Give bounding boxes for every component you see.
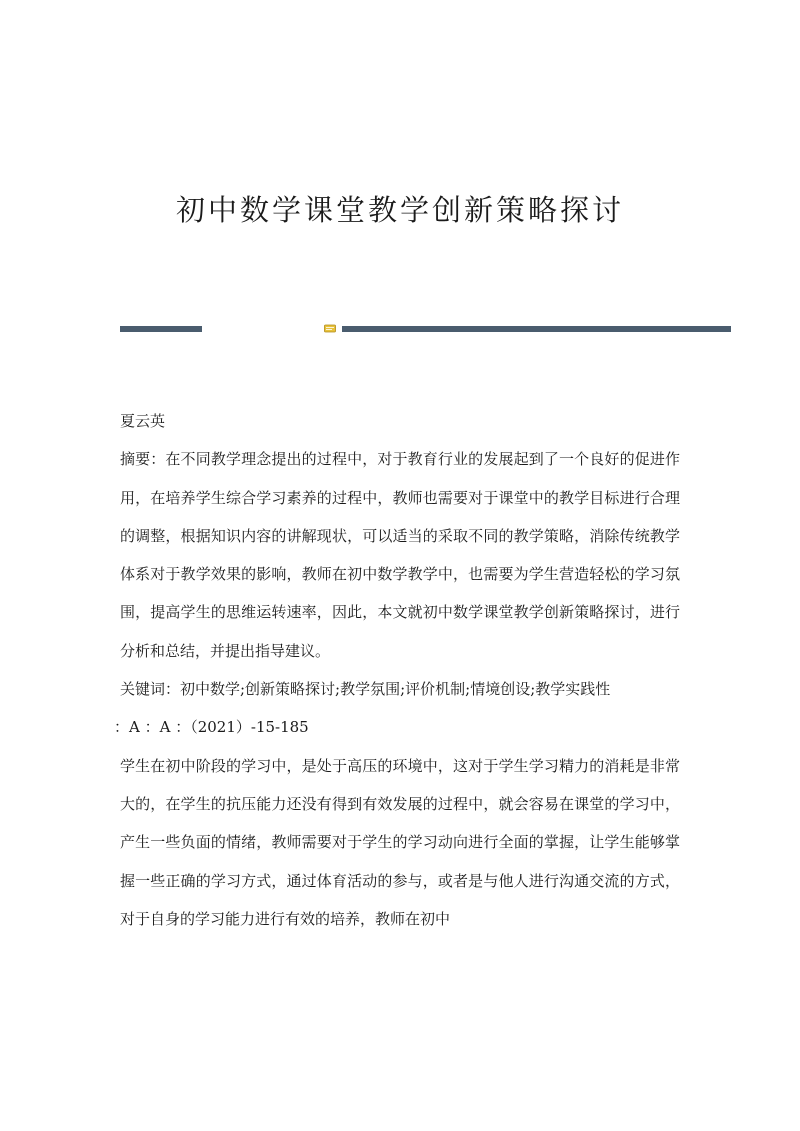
abstract-paragraph: 摘要：在不同教学理念提出的过程中，对于教育行业的发展起到了一个良好的促进作用，在培养学生综合学习素养的过程中，教师也需要对于课堂中的教学目标进行合理的调整，根据知识内容的讲解现状，可以适当的采取不同的教学策略，消除传统教学体系对于教学效果的影响，教师在初中数学教学中，也需要为学生营造轻松的学习氛围，提高学生的思维运转速率，因此，本文就初中数学课堂教学创新策略探讨，进行分析和总结，并提出指导建议。 <box>120 450 680 660</box>
divider-bar-left <box>120 326 202 332</box>
document-title: 初中数学课堂教学创新策略探讨 <box>175 193 624 227</box>
author-name: 夏云英 <box>120 412 166 430</box>
divider-bar-right <box>342 326 731 332</box>
title-divider <box>120 322 731 336</box>
pencil-icon <box>324 323 336 334</box>
keywords-line: 关键词：初中数学;创新策略探讨;教学氛围;评价机制;情境创设;教学实践性 <box>120 680 611 699</box>
body-paragraph: 学生在初中阶段的学习中，是处于高压的环境中，这对于学生学习精力的消耗是非常大的，在学生的抗压能力还没有得到有效发展的过程中，就会容易在课堂的学习中，产生一些负面的情绪，教师需要对于学生的学习动向进行全面的掌握，让学生能够掌握一些正确的学习方式，通过体育活动的参与，或者是与他人进行沟通交流的方式，对于自身的学习能力进行有效的培养，教师在初中 <box>120 756 680 928</box>
classification-line: ：A ：A ：（2021）-15-185 <box>114 718 309 737</box>
document-body <box>114 402 680 938</box>
